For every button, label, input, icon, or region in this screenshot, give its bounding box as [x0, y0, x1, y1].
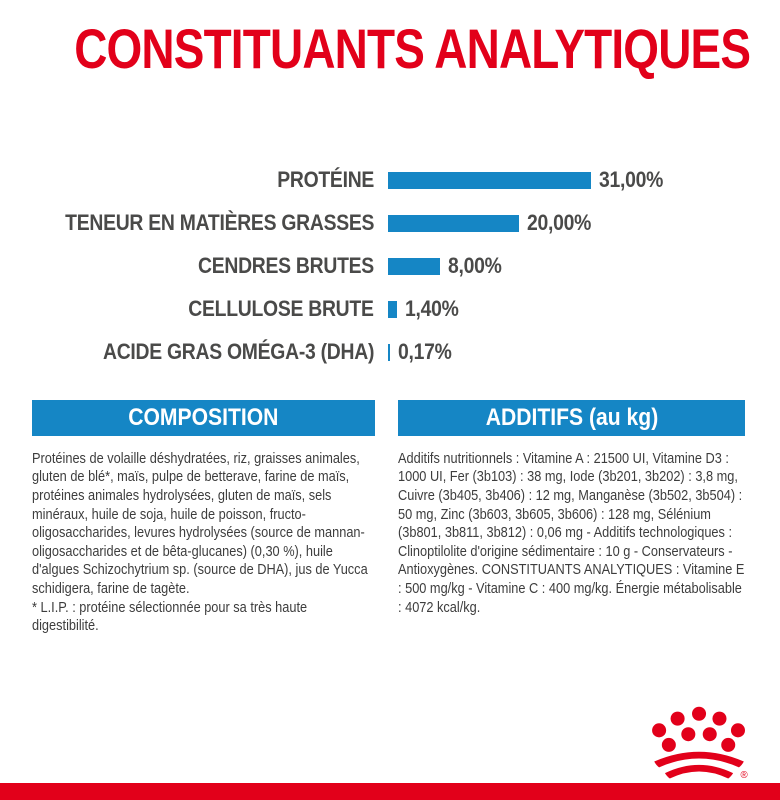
- chart-row-label: TENEUR EN MATIÈRES GRASSES: [64, 210, 374, 236]
- bottom-red-bar: [0, 783, 780, 800]
- chart-bar: [388, 172, 591, 189]
- chart-row-value: 0,17%: [398, 339, 452, 365]
- chart-row-value: 1,40%: [405, 296, 459, 322]
- info-columns: [0, 400, 780, 636]
- chart-row-label: CENDRES BRUTES: [198, 253, 374, 279]
- chart-row: [0, 202, 780, 245]
- page-title-text: CONSTITUANTS ANALYTIQUES: [74, 17, 751, 80]
- composition-body: [32, 450, 375, 636]
- chart-bar: [388, 344, 390, 361]
- chart-row-value: 31,00%: [599, 167, 664, 193]
- registered-trademark-symbol: ®: [740, 770, 748, 779]
- chart-row: [0, 159, 780, 202]
- chart-row: [0, 331, 780, 374]
- composition-header: COMPOSITION: [32, 400, 375, 436]
- additives-text: Additifs nutritionnels : Vitamine A : 21500 UI, Vitamine D3 : 1000 UI, Fer (3b103) : 38 mg, Iode (3b201, 3b202) : 3,8 mg, Cuivre (3b405, 3b406) : 12 mg, Manganèse (3b502, 3b504) : 50 mg, Zinc (3b603, 3b605, 3b606) : 128 mg, Sélénium (3b801, 3b811, 3b812) : 0,06 mg - Additifs technologiques : Clinoptilolite d'origine sédimentaire : 10 g - Conservateurs - Antioxygènes. CONSTITUANTS ANALYTIQUES : Vitamine E : 500 mg/kg - Vitamine C : 400 mg/kg. Énergie métabolisable : 4072 kcal/kg.: [398, 449, 745, 616]
- page-title: [0, 17, 780, 80]
- chart-bar: [388, 215, 519, 232]
- additives-header: ADDITIFS (au kg): [398, 400, 745, 436]
- composition-footnote: * L.I.P. : protéine sélectionnée pour sa très haute digestibilité.: [32, 598, 308, 635]
- composition-section: [32, 400, 375, 636]
- royal-canin-crown-logo: [650, 705, 750, 779]
- chart-bar: [388, 301, 397, 318]
- analytical-constituents-chart: [0, 159, 780, 374]
- chart-row-label: PROTÉINE: [277, 167, 374, 193]
- chart-row-label: CELLULOSE BRUTE: [188, 296, 374, 322]
- chart-row-label: ACIDE GRAS OMÉGA-3 (DHA): [102, 339, 374, 365]
- chart-row-value: 20,00%: [527, 210, 592, 236]
- chart-row: [0, 245, 780, 288]
- chart-bar: [388, 258, 440, 275]
- chart-row: [0, 288, 780, 331]
- composition-text: Protéines de volaille déshydratées, riz, graisses animales, gluten de blé*, maïs, pulpe de betterave, farine de maïs, protéines animales hydrolysées, gluten de maïs, sels minéraux, huile de soja, huile de poisson, fructo-oligosaccharides, levures hydrolysées (source de mannan-oligosaccharides et de bêta-glucanes) (0,30 %), huile d'algues Schizochytrium sp. (source de DHA), jus de Yucca schidigera, farine de tagète.: [32, 449, 368, 597]
- additives-section: [398, 400, 745, 636]
- additives-body: [398, 450, 745, 617]
- chart-row-value: 8,00%: [448, 253, 502, 279]
